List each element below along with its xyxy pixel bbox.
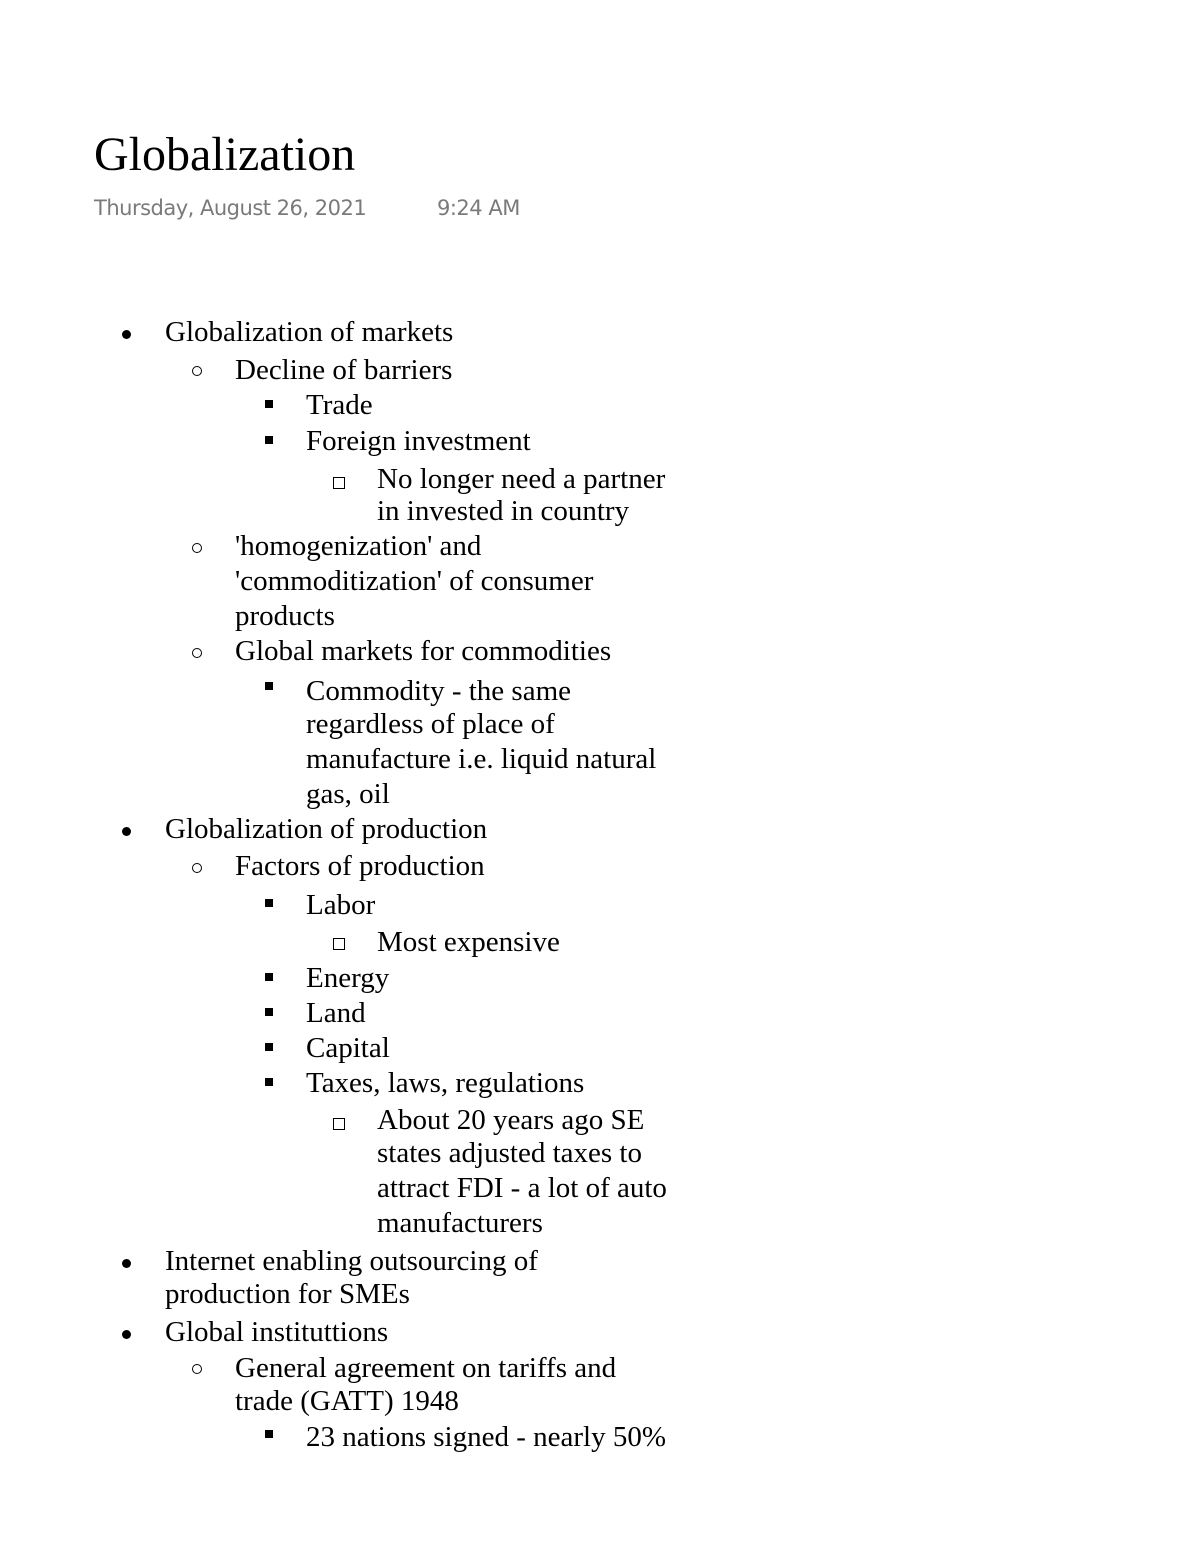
list-item-continued: trade (GATT) 1948	[235, 1385, 459, 1417]
list-item: Commodity - the same	[306, 675, 571, 707]
list-item: Foreign investment	[306, 425, 531, 457]
bullet-circle-icon	[192, 1364, 202, 1374]
page-title: Globalization	[94, 128, 356, 181]
list-item: Factors of production	[235, 850, 485, 882]
note-time: 9:24 AM	[437, 196, 520, 220]
list-item: Trade	[306, 389, 373, 421]
bullet-dot-icon	[122, 827, 131, 836]
list-item-continued: products	[235, 600, 335, 632]
bullet-square-icon	[265, 973, 273, 981]
list-item: Internet enabling outsourcing of	[165, 1245, 538, 1277]
bullet-box-icon	[333, 938, 345, 950]
bullet-dot-icon	[122, 330, 131, 339]
bullet-dot-icon	[122, 1330, 131, 1339]
list-item: Globalization of markets	[165, 316, 454, 348]
bullet-square-icon	[265, 1043, 273, 1051]
bullet-circle-icon	[192, 366, 202, 376]
list-item: Global instituttions	[165, 1316, 389, 1348]
list-item-continued: production for SMEs	[165, 1278, 410, 1310]
bullet-square-icon	[265, 436, 273, 444]
bullet-circle-icon	[192, 863, 202, 873]
list-item-continued: regardless of place of	[306, 708, 555, 740]
bullet-square-icon	[265, 1008, 273, 1016]
bullet-square-icon	[265, 899, 273, 907]
list-item: About 20 years ago SE	[377, 1104, 645, 1136]
list-item-continued: states adjusted taxes to	[377, 1137, 642, 1169]
list-item-continued: attract FDI - a lot of auto	[377, 1172, 667, 1204]
bullet-circle-icon	[192, 648, 202, 658]
list-item: Capital	[306, 1032, 390, 1064]
list-item-continued: manufacture i.e. liquid natural	[306, 743, 657, 775]
list-item: Globalization of production	[165, 813, 488, 845]
list-item: Most expensive	[377, 926, 560, 958]
bullet-square-icon	[265, 400, 273, 408]
list-item: Labor	[306, 889, 376, 921]
list-item-continued: in invested in country	[377, 495, 630, 527]
list-item-continued: gas, oil	[306, 778, 390, 810]
bullet-box-icon	[333, 1118, 345, 1130]
list-item: Taxes, laws, regulations	[306, 1067, 585, 1099]
list-item: No longer need a partner	[377, 463, 666, 495]
list-item: 23 nations signed - nearly 50%	[306, 1421, 667, 1453]
note-date: Thursday, August 26, 2021	[94, 196, 367, 220]
bullet-circle-icon	[192, 543, 202, 553]
list-item: Land	[306, 997, 366, 1029]
list-item-continued: 'commoditization' of consumer	[235, 565, 594, 597]
list-item: Global markets for commodities	[235, 635, 612, 667]
bullet-square-icon	[265, 682, 273, 690]
list-item: General agreement on tariffs and	[235, 1352, 617, 1384]
bullet-dot-icon	[122, 1259, 131, 1268]
list-item-continued: manufacturers	[377, 1207, 543, 1239]
list-item: Decline of barriers	[235, 354, 453, 386]
list-item: 'homogenization' and	[235, 530, 482, 562]
bullet-square-icon	[265, 1078, 273, 1086]
bullet-box-icon	[333, 477, 345, 489]
list-item: Energy	[306, 962, 390, 994]
bullet-square-icon	[265, 1430, 273, 1438]
